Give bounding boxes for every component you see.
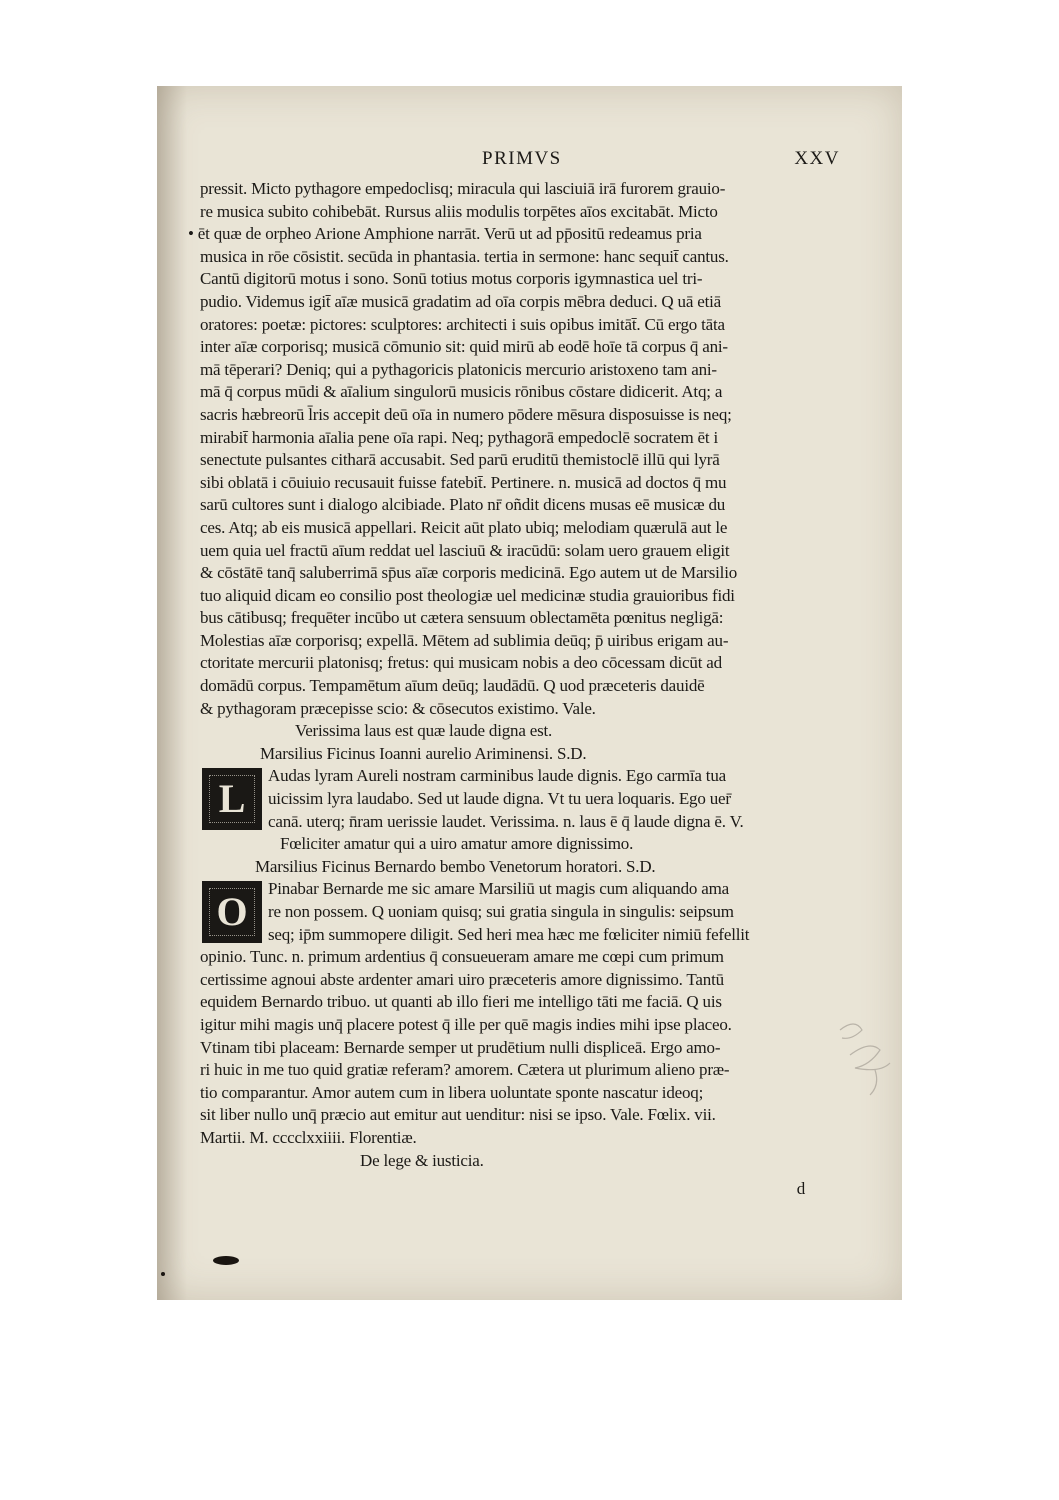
text-line: & pythagoram præcepisse scio: & cōsecutos existimo. Vale. [200,698,596,718]
ink-dot [161,1272,165,1276]
text-line: ces. Atq; ab eis musicā appellari. Reicit aūt plato ubiq; melodiam quærulā aut le [200,517,728,537]
text-line: Audas lyram Aureli nostram carminibus laude dignis. Ego carmīa tua [268,766,726,786]
letter-bembo [200,878,840,946]
text-line: uicissim lyra laudabo. Sed ut laude digna. Vt tu uera loquaris. Ego uer̄ [268,789,731,809]
text-line: senectute pulsantes citharā accusabit. Sed parū eruditū themistoclē illū qui lyrā [200,450,720,470]
text-line: pressit. Micto pythagore empedoclisq; miracula qui lasciuiā irā furorem grauio- [200,179,726,198]
text-line: domādū corpus. Tempamētum aīum deūq; laudādū. Q uod præceteris dauidē [200,676,705,696]
text-line: sit liber nullo unq̄ præcio aut emitur aut uenditur: nisi se ipso. Vale. Fœlix. vii. [200,1105,716,1125]
text-line: Pinabar Bernarde me sic amare Marsiliū ut magis cum aliquando ama [268,879,729,899]
letter-salutation: Marsilius Ficinus Bernardo bembo Venetorum horatori. S.D. [255,856,656,876]
text-line: Vtinam tibi placeam: Bernarde semper ut prudētium nulli displiceā. Ergo amo- [200,1037,721,1057]
signature-mark: d [796,1179,805,1199]
text-line: mā tēperari? Deniq; qui a pythagoricis platonicis mercurio aristoxeno tam ani- [200,359,717,379]
running-title: PRIMVS [482,148,562,169]
motto-line: Fœliciter amatur qui a uiro amatur amore dignissimo. [280,834,634,854]
text-line: re non possem. Q uoniam quisq; sui gratia singula in singulis: seipsum [268,902,734,921]
margin-pencil-scribble [830,1010,900,1100]
text-line: mirabit̄ harmonia aīalia pene oīa rapi. Neq; pythagorā empedoclē socratem ēt i [200,427,718,447]
text-line: certissime agnoui abste ardenter amari uiro præceteris amore dignissimo. Tantū [200,969,724,989]
text-line: tuo aliquid dicam eo consilio post theologiæ uel medicinæ studia grauioribus fidi [200,585,735,605]
text-line: Martii. M. cccclxxiiii. Florentiæ. [200,1127,417,1147]
text-line: inter aīæ corporisq; musicā cōmunio sit: quid mirū ab eodē hoīe tā corpus q̄ ani- [200,337,728,357]
text-line: sibi oblatā i cōuiuio recusauit fuisse fatebit̄. Pertinere. n. musicā ad doctos q̄ mu [200,472,727,492]
text-line: igitur mihi magis unq̄ placere potest q̄ ille per quē magis indies mihi ipse placeo. [200,1014,732,1034]
text-line: musica in rōe cōsistit. secūda in phantasia. tertia in sermone: hanc sequit̄ cantus. [200,246,729,266]
ornamental-initial: O [202,881,262,943]
text-line: uem quia uel fractū aīum reddat uel lasciuū & iracūdū: solam uero grauem eligit [200,540,730,560]
text-line: canā. uterq; n̄ram uerissie laudet. Verissima. n. laus ē q̄ laude digna ē. V. [268,811,744,831]
text-line: oratores: poetæ: pictores: sculptores: architecti i suis opibus imitāt̄. Cū ergo tāta [200,314,725,334]
text-line: • ēt quæ de orpheo Arione Amphione narrāt. Verū ut ad pp̄ositū redeamus pria [188,224,702,244]
text-line: & cōstātē tanq̄ saluberrimā sp̄us aīæ corporis medicinā. Ego autem ut de Marsilio [200,563,738,583]
folio-number: XXV [794,148,840,169]
text-line: ri huic in me tuo quid gratiæ referam? amorem. Cætera ut plurimum alieno præ- [200,1060,730,1080]
motto-line: Verissima laus est quæ laude digna est. [295,721,553,741]
text-line: Molestias aīæ corporisq; expellā. Mētem ad sublimia deūq; p̄ uiribus erigam au- [200,630,729,650]
letter-salutation: Marsilius Ficinus Ioanni aurelio Ariminensi. S.D. [260,743,587,763]
text-line: sarū cultores sunt i dialogo alcibiade. Plato nr̄ oñdit dicens musas eē musicæ du [200,495,726,515]
text-line: re musica subito cohibebāt. Rursus aliis modulis torpētes aīos excitabāt. Micto [200,201,718,221]
text-line: ctoritate mercurii platonisq; fretus: qui musicam nobis a deo cōcessam dicūt ad [200,653,722,673]
text-line: opinio. Tunc. n. primum ardentius q̄ consueueram amare me cœpi cum primum [200,947,724,967]
ink-blot [213,1256,239,1265]
page-text [188,148,840,1201]
page-header [200,148,840,178]
text-line: seq; ip̄m summopere diligit. Sed heri mea hæc me fœliciter nimiū fefellit [268,924,750,944]
text-line: bus cātibusq; frequēter incūbo ut cætera sensuum oblectamēta pœnitus negligā: [200,608,724,628]
letter-aurelio [200,765,840,833]
ornamental-initial: L [202,768,262,830]
text-line: tio comparantur. Amor autem cum in libera uoluntate sponte nascatur ideoq; [200,1082,704,1102]
text-line: equidem Bernardo tribuo. ut quanti ab illo fieri me intelligo tāti me faciā. Q uis [200,992,722,1012]
paragraph-music [188,178,840,720]
text-line: Cantū digitorū motus i sono. Sonū totius motus corporis igymnastica uel tri- [200,269,703,289]
text-line: sacris hæbreorū l̄ris accepit deū oīa in numero pōdere mēsura disposuisse is neq; [200,404,732,424]
text-line: pudio. Videmus igit̄ aīæ musicā gradatim ad oīa corpis mēbra deduci. Q uā etiā [200,291,721,311]
section-heading: De lege & iusticia. [360,1150,484,1170]
text-line: mā q̄ corpus mūdi & aīalium singulorū musicis rōnibus cōstare didicerit. Atq; a [200,382,723,402]
